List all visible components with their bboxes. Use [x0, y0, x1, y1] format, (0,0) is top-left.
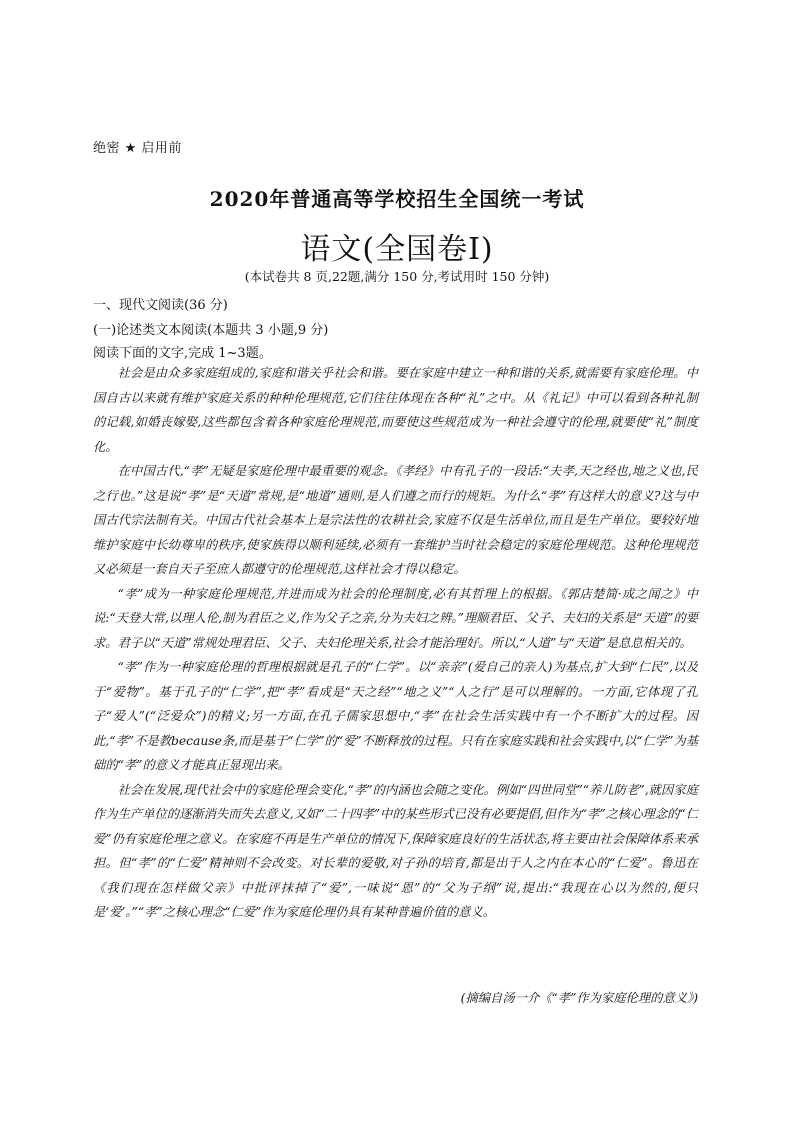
passage-paragraph: “孝”成为一种家庭伦理规范,并进而成为社会的伦理制度,必有其哲理上的根据。《郭店楚简·成之闻之》中说:“天登大常,以理人伦,制为君臣之义,作为父子之亲,分为夫妇之辨。”理顺君臣、父子、夫妇的关系是“天道”的要求。君子以“天道”常规处理君臣、父子、夫妇伦理关系,社会才能治理好。所以,“人道”与“天道”是息息相关的。 [93, 586, 698, 650]
reading-instruction: 阅读下面的文字,完成 1~3题。 [93, 346, 272, 361]
reading-passage [93, 361, 698, 925]
passage-paragraph: 社会是由众多家庭组成的,家庭和谐关乎社会和谐。要在家庭中建立一种和谐的关系,就需要有家庭伦理。中国自古以来就有维护家庭关系的种种伦理规范,它们往往体现在各种“礼”之中。从《礼记》中可以看到各种礼制的记载,如婚丧嫁娶,这些都包含着各种家庭伦理规范,而要使这些规范成为一种社会遵守的伦理,就要使“礼”制度化。 [93, 366, 698, 454]
passage-paragraph: 社会在发展,现代社会中的家庭伦理会变化,“孝”的内涵也会随之变化。例如“四世同堂”“养儿防老”,就因家庭作为生产单位的逐渐消失而失去意义,又如“二十四孝”中的某些形式已没有必要提倡,但作为“孝”之核心理念的“仁爱”仍有家庭伦理之意义。在家庭不再是生产单位的情况下,保障家庭良好的生活状态,将主要由社会保障体系来承担。但“孝”的“仁爱”精神则不会改变。对长辈的爱敬,对子孙的培育,都是出于人之内在本心的“仁爱”。鲁迅在《我们现在怎样做父亲》中批评抹掉了“爱”,一味说“恩”的“父为子纲”说,提出:“我现在心以为然的,便只是‘爱’。”“孝”之核心理念“仁爱”作为家庭伦理仍具有某种普遍价值的意义。 [93, 782, 698, 919]
section-title: 一、现代文阅读(36 分) [93, 298, 228, 313]
confidential-label: 绝密 ★ 启用前 [93, 141, 182, 156]
exam-title: 2020年普通高等学校招生全国统一考试 [209, 187, 585, 211]
exam-note: (本试卷共 8 页,22题,满分 150 分,考试用时 150 分钟) [244, 269, 550, 284]
subsection-title: (一)论述类文本阅读(本题共 3 小题,9 分) [93, 323, 329, 338]
passage-paragraph: 在中国古代,“孝”无疑是家庭伦理中最重要的观念。《孝经》中有孔子的一段话:“夫孝,天之经也,地之义也,民之行也。”这是说“孝”是“天道”常规,是“地道”通则,是人们遵之而行的规矩。为什么“孝”有这样大的意义?这与中国古代宗法制有关。中国古代社会基本上是宗法性的农耕社会,家庭不仅是生活单位,而且是生产单位。要较好地维护家庭中长幼尊卑的秩序,使家族得以顺利延续,必须有一套维护当时社会稳定的家庭伦理规范。这种伦理规范又必须是一套自天子至庶人都遵守的伦理规范,这样社会才得以稳定。 [93, 464, 698, 576]
passage-paragraph: “孝”作为一种家庭伦理的哲理根据就是孔子的“仁学”。以“亲亲”(爱自己的亲人)为基点,扩大到“仁民”,以及于“爱物”。基于孔子的“仁学”,把“孝”看成是“天之经”“地之义”“人之行”是可以理解的。一方面,它体现了孔子“爱人”(“泛爱众”)的精义;另一方面,在孔子儒家思想中,“孝”在社会生活实践中有一个不断扩大的过程。因此,“孝”不是教because条,而是基于“仁学”的“爱”不断释放的过程。只有在家庭实践和社会实践中,以“仁学”为基础的“孝”的意义才能真正显现出来。 [93, 660, 698, 772]
passage-source: (摘编自汤一介《“孝”作为家庭伦理的意义》) [460, 991, 698, 1005]
subject-title: 语文(全国卷Ⅰ) [300, 232, 494, 267]
